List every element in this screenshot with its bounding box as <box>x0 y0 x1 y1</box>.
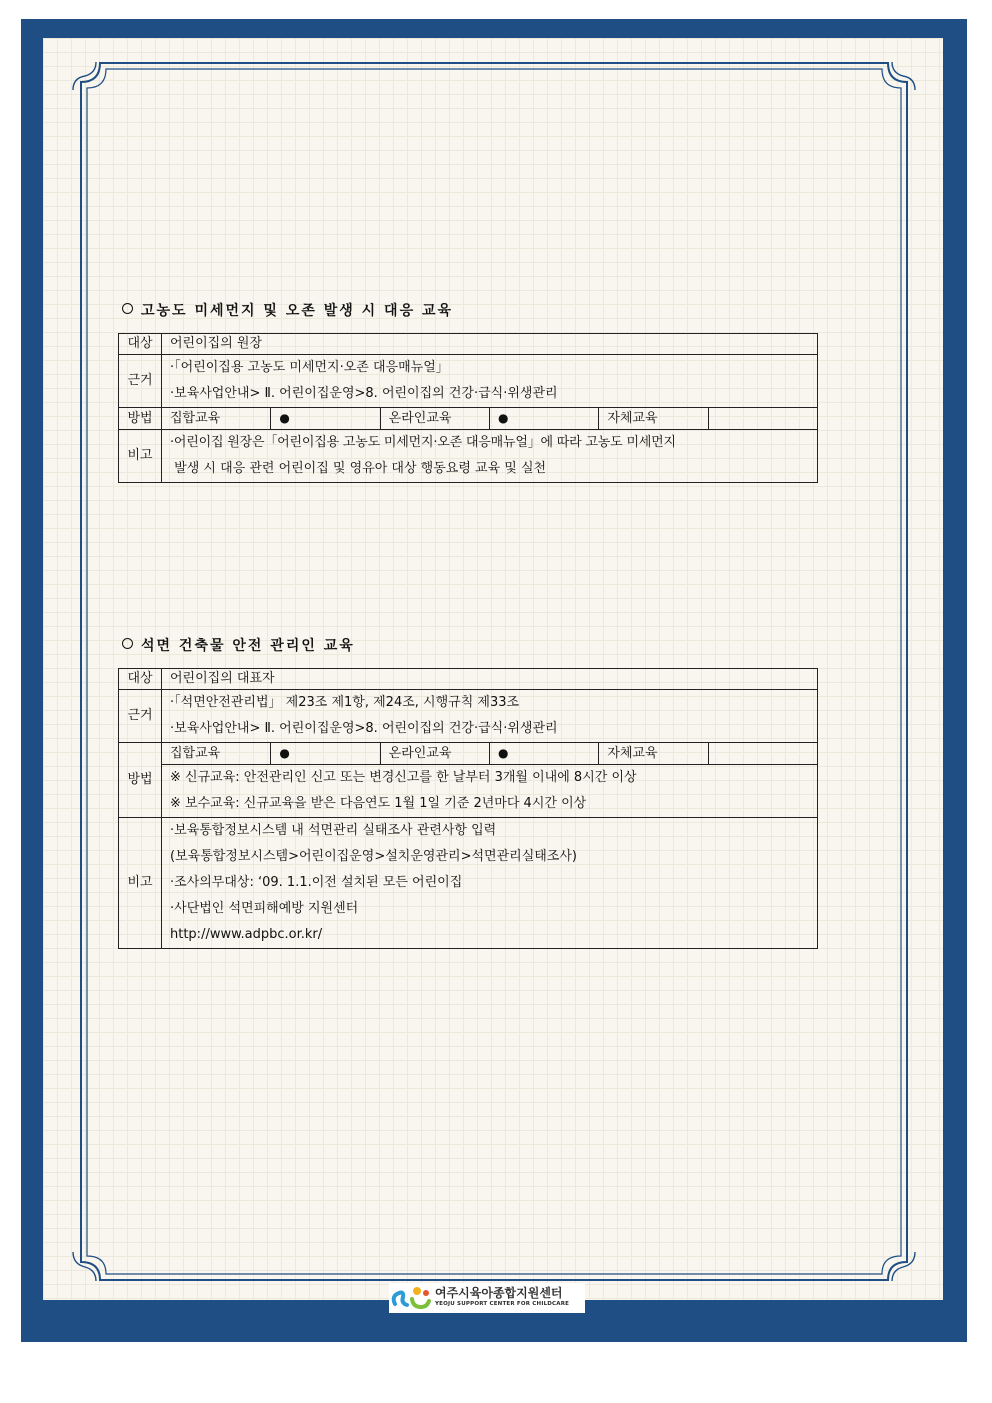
s2-method-note: ※ 보수교육: 신규교육을 받은 다음연도 1월 1일 기준 2년마다 4시간 이상 <box>170 796 587 811</box>
s2-method-offline: 집합교육 <box>162 743 271 764</box>
s1-method-online: 온라인교육 <box>381 408 490 429</box>
section1-title-text: 고농도 미세먼지 및 오존 발생 시 대응 교육 <box>141 303 454 319</box>
s1-basis-value <box>162 355 818 408</box>
s2-method-note: ※ 신규교육: 안전관리인 신고 또는 변경신고를 한 날부터 3개월 이내에 8시간 이상 <box>170 770 637 785</box>
org-name-en: YEOJU SUPPORT CENTER FOR CHILDCARE <box>435 1301 570 1307</box>
s1-target-label: 대상 <box>119 334 162 355</box>
s2-note-line: ·보육통합정보시스템 내 석면관리 실태조사 관련사항 입력 <box>170 823 497 838</box>
s2-note-line: ·조사의무대상: ‘09. 1.1.이전 설치된 모든 어린이집 <box>170 875 463 890</box>
s1-method-offline-mark: ● <box>271 408 380 429</box>
s2-method-self: 자체교육 <box>599 743 708 764</box>
s2-basis-value <box>162 690 818 743</box>
s2-method-label: 방법 <box>119 743 162 818</box>
s1-note-label: 비고 <box>119 430 162 483</box>
circle-bullet-icon <box>122 638 133 649</box>
s2-target-label: 대상 <box>119 669 162 690</box>
s1-target-value: 어린이집의 원장 <box>162 334 818 355</box>
s2-method-online: 온라인교육 <box>381 743 490 764</box>
s2-method-offline-mark: ● <box>271 743 380 764</box>
section1-table <box>118 333 818 483</box>
section2-title <box>122 635 355 655</box>
org-name: 여주시육아종합지원센터 <box>435 1286 563 1300</box>
s1-method-online-mark: ● <box>490 408 599 429</box>
s1-basis-label: 근거 <box>119 355 162 408</box>
s1-method-label: 방법 <box>119 408 162 430</box>
s2-method-online-mark: ● <box>490 743 599 764</box>
s1-method-self-mark <box>709 408 817 429</box>
s2-method-cells <box>162 743 818 818</box>
s2-note-line: ·사단법인 석면피해예방 지원센터 <box>170 901 359 916</box>
s1-method-self: 자체교육 <box>599 408 708 429</box>
s1-method-offline: 집합교육 <box>162 408 271 429</box>
s2-basis-line: ·보육사업안내> Ⅱ. 어린이집운영>8. 어린이집의 건강·급식·위생관리 <box>170 721 558 736</box>
s2-method-self-mark <box>709 743 817 764</box>
s2-note-line: (보육통합정보시스템>어린이집운영>설치운영관리>석면관리실태조사) <box>170 849 578 864</box>
s1-note-line: ·어린이집 원장은「어린이집용 고농도 미세먼지·오존 대응매뉴얼」에 따라 고농도 미세먼지 <box>170 435 676 450</box>
s1-method-cells <box>162 408 818 430</box>
s2-note-label: 비고 <box>119 818 162 949</box>
circle-bullet-icon <box>122 303 133 314</box>
section2-title-text: 석면 건축물 안전 관리인 교육 <box>141 638 355 654</box>
s2-note-value <box>162 818 818 949</box>
section1-title <box>122 300 453 320</box>
s2-basis-line: ·「석면안전관리법」 제23조 제1항, 제24조, 시행규칙 제33조 <box>170 695 520 710</box>
s1-note-line: 발생 시 대응 관련 어린이집 및 영유아 대상 행동요령 교육 및 실천 <box>170 461 547 476</box>
s1-note-value <box>162 430 818 483</box>
s2-target-value: 어린이집의 대표자 <box>162 669 818 690</box>
s1-basis-line: ·보육사업안내> Ⅱ. 어린이집운영>8. 어린이집의 건강·급식·위생관리 <box>170 386 558 401</box>
s1-basis-line: ·「어린이집용 고농도 미세먼지·오존 대응매뉴얼」 <box>170 360 449 375</box>
section2-table <box>118 668 818 949</box>
s2-basis-label: 근거 <box>119 690 162 743</box>
s2-note-link[interactable]: http://www.adpbc.or.kr/ <box>170 927 323 942</box>
